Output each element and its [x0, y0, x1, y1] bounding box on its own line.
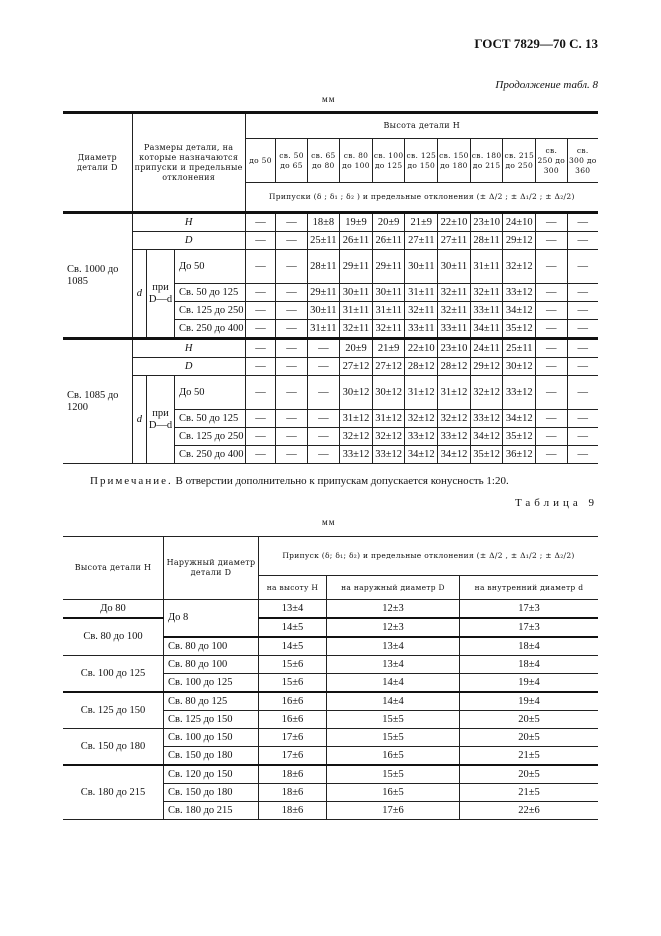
value-cell: 20±9 — [372, 213, 405, 232]
value-cell: — — [536, 339, 567, 358]
subcol-header: на внутренний диаметр d — [459, 576, 598, 600]
col-allowance-header: Припуск (δ; δ₁; δ₂) и предельные отклонения (± Δ/2 , ± Δ₁/2 ; ± Δ₂/2) — [259, 537, 599, 576]
value-cell: 31±12 — [372, 410, 405, 428]
table-8 — [63, 111, 598, 464]
size-label: H — [132, 339, 245, 358]
table-row — [63, 250, 598, 284]
value-cell: 21±5 — [459, 784, 598, 802]
col-height-header: Высота детали H — [245, 113, 598, 139]
value-cell: 33±12 — [340, 446, 373, 464]
table-row — [63, 339, 598, 358]
value-cell: 22±10 — [405, 339, 438, 358]
value-cell: 29±12 — [503, 232, 536, 250]
value-cell: 27±11 — [438, 232, 471, 250]
table-9-title: Таблица 9 — [514, 497, 598, 509]
value-cell: 31±11 — [470, 250, 503, 284]
value-cell: 17±3 — [459, 600, 598, 619]
value-cell: 33±12 — [503, 284, 536, 302]
value-cell: 27±11 — [405, 232, 438, 250]
value-cell: 32±12 — [405, 410, 438, 428]
value-cell: — — [245, 284, 276, 302]
value-cell: 18±8 — [307, 213, 340, 232]
value-cell: — — [536, 358, 567, 376]
value-cell: 13±4 — [326, 656, 459, 674]
value-cell: — — [276, 284, 307, 302]
value-cell: 32±11 — [438, 302, 471, 320]
value-cell: — — [567, 410, 598, 428]
value-cell: 32±11 — [372, 320, 405, 339]
value-cell: — — [245, 376, 276, 410]
value-cell: 30±11 — [372, 284, 405, 302]
size-label: До 50 — [175, 250, 246, 284]
height-cell: Св. 100 до 125 — [63, 656, 164, 693]
value-cell: 25±11 — [307, 232, 340, 250]
outer-diameter-cell: Св. 120 до 150 — [164, 765, 259, 784]
value-cell: 18±6 — [259, 802, 327, 820]
value-cell: 17±6 — [326, 802, 459, 820]
value-cell: — — [245, 339, 276, 358]
value-cell: — — [276, 428, 307, 446]
value-cell: — — [276, 213, 307, 232]
value-cell: 33±11 — [405, 320, 438, 339]
value-cell: 34±12 — [503, 302, 536, 320]
value-cell: 35±12 — [503, 428, 536, 446]
value-cell: 34±12 — [470, 428, 503, 446]
formula-header: Припуски (δ ; δ₁ ; δ₂ ) и предельные отклонения (± Δ/2 ; ± Δ₁/2 ; ± Δ₂/2) — [245, 183, 598, 213]
height-range-header: св. 125 до 150 — [405, 139, 438, 183]
value-cell: 28±11 — [470, 232, 503, 250]
table-row — [63, 765, 598, 784]
value-cell: — — [307, 339, 340, 358]
value-cell: 34±12 — [438, 446, 471, 464]
value-cell: 26±11 — [372, 232, 405, 250]
value-cell: — — [567, 250, 598, 284]
note-text: В отверстии дополнительно к припускам допускается конусность 1:20. — [172, 475, 509, 487]
value-cell: 28±12 — [438, 358, 471, 376]
table-row — [63, 358, 598, 376]
table-row — [63, 213, 598, 232]
height-cell: До 80 — [63, 600, 164, 619]
height-range-header: св. 215 до 250 — [503, 139, 536, 183]
size-label: Св. 50 до 125 — [175, 284, 246, 302]
size-label: D — [132, 358, 245, 376]
value-cell: 33±12 — [470, 410, 503, 428]
value-cell: — — [245, 213, 276, 232]
value-cell: 31±11 — [340, 302, 373, 320]
value-cell: 20±9 — [340, 339, 373, 358]
height-cell: Св. 125 до 150 — [63, 692, 164, 729]
value-cell: 13±4 — [326, 637, 459, 656]
table-row — [63, 729, 598, 747]
subcol-header: на наружный диаметр D — [326, 576, 459, 600]
value-cell: — — [276, 339, 307, 358]
table-row — [63, 618, 598, 637]
value-cell: 24±11 — [470, 339, 503, 358]
value-cell: 31±11 — [372, 302, 405, 320]
value-cell: 20±5 — [459, 729, 598, 747]
value-cell: 29±11 — [307, 284, 340, 302]
value-cell: 32±12 — [372, 428, 405, 446]
value-cell: 21±9 — [372, 339, 405, 358]
value-cell: 19±4 — [459, 692, 598, 711]
value-cell: 31±11 — [307, 320, 340, 339]
value-cell: 33±12 — [503, 376, 536, 410]
value-cell: — — [307, 410, 340, 428]
value-cell: 30±11 — [307, 302, 340, 320]
height-range-header: св. 180 до 215 — [470, 139, 503, 183]
value-cell: — — [276, 302, 307, 320]
continuation-label: Продолжение табл. 8 — [495, 79, 598, 91]
size-label: До 50 — [175, 376, 246, 410]
size-label: D — [132, 232, 245, 250]
height-range-header: до 50 — [245, 139, 276, 183]
value-cell: 16±5 — [326, 747, 459, 766]
value-cell: — — [245, 302, 276, 320]
value-cell: — — [276, 320, 307, 339]
col-diameter-header: Диаметр детали D — [63, 113, 132, 213]
value-cell: 17±3 — [459, 618, 598, 637]
value-cell: 33±12 — [372, 446, 405, 464]
header-row — [63, 537, 598, 576]
value-cell: — — [536, 376, 567, 410]
col-sizes-header: Размеры детали, на которые назначаются припуски и предельные отклонения — [132, 113, 245, 213]
size-label: Св. 250 до 400 — [175, 320, 246, 339]
value-cell: 31±12 — [438, 376, 471, 410]
outer-diameter-cell: Св. 150 до 180 — [164, 747, 259, 766]
value-cell: 30±11 — [405, 250, 438, 284]
value-cell: 15±6 — [259, 674, 327, 693]
value-cell: — — [567, 428, 598, 446]
value-cell: 13±4 — [259, 600, 327, 619]
height-range-header: св. 150 до 180 — [438, 139, 471, 183]
height-cell: Св. 150 до 180 — [63, 729, 164, 766]
value-cell: 20±5 — [459, 711, 598, 729]
note-label: Примечание. — [90, 475, 173, 487]
value-cell: 33±12 — [405, 428, 438, 446]
value-cell: 30±12 — [503, 358, 536, 376]
value-cell: 18±6 — [259, 784, 327, 802]
value-cell: — — [245, 320, 276, 339]
height-cell: Св. 180 до 215 — [63, 765, 164, 820]
value-cell: 14±4 — [326, 674, 459, 693]
value-cell: — — [276, 410, 307, 428]
height-range-header: св. 250 до 300 — [536, 139, 567, 183]
value-cell: — — [536, 284, 567, 302]
value-cell: — — [536, 320, 567, 339]
value-cell: 30±12 — [372, 376, 405, 410]
value-cell: 34±11 — [470, 320, 503, 339]
value-cell: — — [567, 358, 598, 376]
table-row — [63, 376, 598, 410]
value-cell: 26±11 — [340, 232, 373, 250]
value-cell: — — [567, 213, 598, 232]
size-label: Св. 50 до 125 — [175, 410, 246, 428]
value-cell: 36±12 — [503, 446, 536, 464]
value-cell: 17±6 — [259, 729, 327, 747]
value-cell: — — [245, 428, 276, 446]
outer-diameter-cell: Св. 125 до 150 — [164, 711, 259, 729]
value-cell: 32±12 — [503, 250, 536, 284]
value-cell: — — [567, 232, 598, 250]
size-label: H — [132, 213, 245, 232]
value-cell: 31±12 — [405, 376, 438, 410]
value-cell: — — [245, 232, 276, 250]
height-cell: Св. 80 до 100 — [63, 618, 164, 656]
value-cell: — — [536, 250, 567, 284]
value-cell: 32±11 — [438, 284, 471, 302]
value-cell: 15±5 — [326, 711, 459, 729]
value-cell: — — [567, 320, 598, 339]
subcol-header: на высоту H — [259, 576, 327, 600]
value-cell: 34±12 — [503, 410, 536, 428]
outer-diameter-cell: Св. 80 до 100 — [164, 637, 259, 656]
value-cell: — — [307, 376, 340, 410]
outer-diameter-cell: Св. 80 до 125 — [164, 692, 259, 711]
table-9 — [63, 536, 598, 820]
d-label: d — [132, 376, 146, 464]
outer-diameter-cell: Св. 180 до 215 — [164, 802, 259, 820]
table-row — [63, 692, 598, 711]
value-cell: — — [536, 213, 567, 232]
value-cell: 29±11 — [372, 250, 405, 284]
value-cell: 33±11 — [438, 320, 471, 339]
value-cell: 22±6 — [459, 802, 598, 820]
value-cell: — — [536, 428, 567, 446]
value-cell: 32±12 — [470, 376, 503, 410]
value-cell: 29±12 — [470, 358, 503, 376]
value-cell: 32±12 — [438, 410, 471, 428]
value-cell: 32±12 — [340, 428, 373, 446]
value-cell: — — [536, 302, 567, 320]
value-cell: 14±5 — [259, 637, 327, 656]
outer-diameter-cell: Св. 80 до 100 — [164, 656, 259, 674]
outer-diameter-cell: Св. 100 до 150 — [164, 729, 259, 747]
height-range-header: св. 300 до 360 — [567, 139, 598, 183]
value-cell: — — [307, 428, 340, 446]
value-cell: 19±9 — [340, 213, 373, 232]
units-label: мм — [322, 94, 336, 104]
diameter-cell: Св. 1000 до 1085 — [63, 213, 132, 339]
value-cell: — — [276, 250, 307, 284]
value-cell: 22±10 — [438, 213, 471, 232]
value-cell: 21±9 — [405, 213, 438, 232]
pri-label: при D—d — [147, 376, 175, 464]
value-cell: — — [276, 358, 307, 376]
value-cell: 14±4 — [326, 692, 459, 711]
value-cell: 12±3 — [326, 600, 459, 619]
value-cell: 27±12 — [340, 358, 373, 376]
value-cell: 28±12 — [405, 358, 438, 376]
value-cell: 19±4 — [459, 674, 598, 693]
value-cell: 24±10 — [503, 213, 536, 232]
value-cell: 23±10 — [470, 213, 503, 232]
outer-diameter-cell: Св. 100 до 125 — [164, 674, 259, 693]
value-cell: 31±12 — [340, 410, 373, 428]
value-cell: 20±5 — [459, 765, 598, 784]
value-cell: 23±10 — [438, 339, 471, 358]
value-cell: 32±11 — [340, 320, 373, 339]
value-cell: — — [245, 358, 276, 376]
size-label: Св. 250 до 400 — [175, 446, 246, 464]
header-row — [63, 113, 598, 139]
value-cell: 17±6 — [259, 747, 327, 766]
value-cell: 21±5 — [459, 747, 598, 766]
value-cell: — — [567, 376, 598, 410]
value-cell: — — [245, 410, 276, 428]
value-cell: 35±12 — [470, 446, 503, 464]
note — [63, 474, 598, 488]
value-cell: 34±12 — [405, 446, 438, 464]
value-cell: 16±6 — [259, 692, 327, 711]
value-cell: 29±11 — [340, 250, 373, 284]
value-cell: — — [307, 446, 340, 464]
value-cell: — — [567, 302, 598, 320]
value-cell: — — [567, 446, 598, 464]
table-row — [63, 600, 598, 619]
value-cell: — — [567, 284, 598, 302]
value-cell: 35±12 — [503, 320, 536, 339]
value-cell: 15±6 — [259, 656, 327, 674]
value-cell: — — [536, 410, 567, 428]
value-cell: 15±5 — [326, 729, 459, 747]
value-cell: 31±11 — [405, 284, 438, 302]
col-height-header: Высота детали H — [63, 537, 164, 600]
value-cell: 30±12 — [340, 376, 373, 410]
table-row — [63, 656, 598, 674]
value-cell: 12±3 — [326, 618, 459, 637]
value-cell: 16±6 — [259, 711, 327, 729]
height-range-header: св. 100 до 125 — [372, 139, 405, 183]
value-cell: 16±5 — [326, 784, 459, 802]
value-cell: 18±4 — [459, 656, 598, 674]
value-cell: — — [245, 250, 276, 284]
outer-diameter-cell: До 8 — [164, 600, 259, 638]
value-cell: 18±6 — [259, 765, 327, 784]
height-range-header: св. 65 до 80 — [307, 139, 340, 183]
value-cell: — — [276, 232, 307, 250]
value-cell: 33±11 — [470, 302, 503, 320]
value-cell: 18±4 — [459, 637, 598, 656]
value-cell: — — [276, 446, 307, 464]
value-cell: — — [307, 358, 340, 376]
height-range-header: св. 80 до 100 — [340, 139, 373, 183]
height-range-header: св. 50 до 65 — [276, 139, 307, 183]
value-cell: 25±11 — [503, 339, 536, 358]
value-cell: — — [536, 232, 567, 250]
value-cell: 15±5 — [326, 765, 459, 784]
table-row — [63, 232, 598, 250]
page-header: ГОСТ 7829—70 С. 13 — [474, 36, 598, 51]
value-cell: 32±11 — [405, 302, 438, 320]
value-cell: 32±11 — [470, 284, 503, 302]
size-label: Св. 125 до 250 — [175, 428, 246, 446]
value-cell: — — [245, 446, 276, 464]
value-cell: 30±11 — [340, 284, 373, 302]
table-9-units: мм — [322, 517, 336, 527]
diameter-cell: Св. 1085 до 1200 — [63, 339, 132, 464]
value-cell: — — [536, 446, 567, 464]
value-cell: — — [276, 376, 307, 410]
pri-label: при D—d — [147, 250, 175, 339]
value-cell: — — [567, 339, 598, 358]
value-cell: 14±5 — [259, 618, 327, 637]
col-outer-header: Наружный диаметр детали D — [164, 537, 259, 600]
size-label: Св. 125 до 250 — [175, 302, 246, 320]
value-cell: 33±12 — [438, 428, 471, 446]
outer-diameter-cell: Св. 150 до 180 — [164, 784, 259, 802]
value-cell: 27±12 — [372, 358, 405, 376]
value-cell: 30±11 — [438, 250, 471, 284]
value-cell: 28±11 — [307, 250, 340, 284]
d-label: d — [132, 250, 146, 339]
